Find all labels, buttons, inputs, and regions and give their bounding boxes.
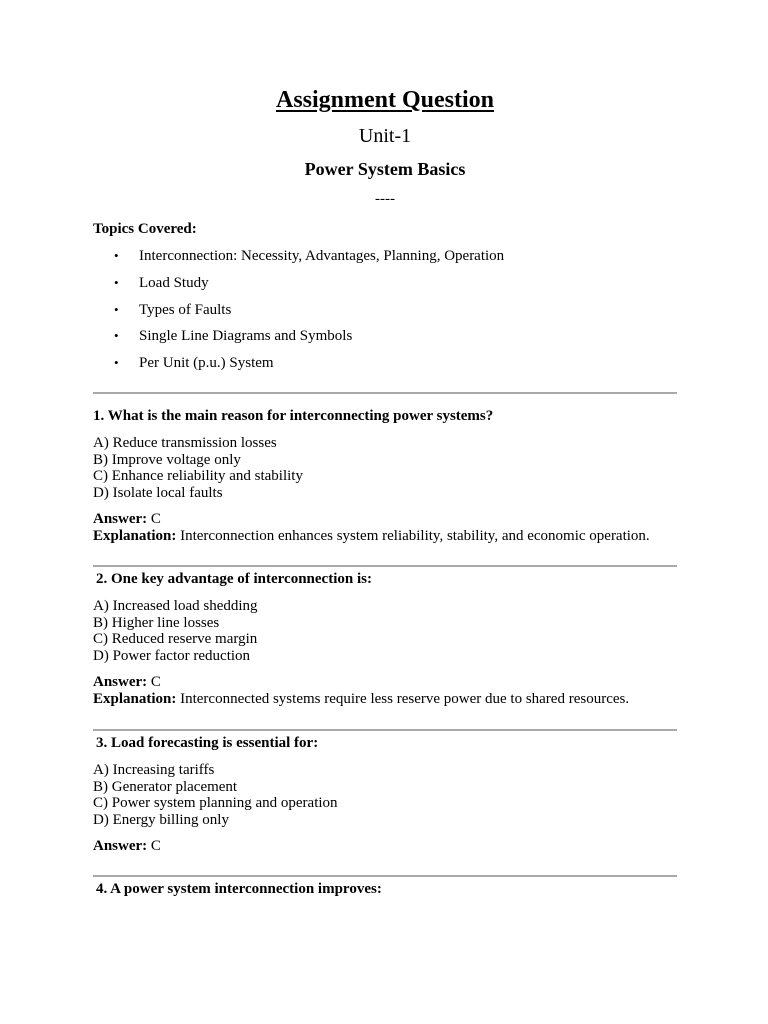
horizontal-rule: [93, 729, 677, 731]
option-item: D) Isolate local faults: [93, 484, 223, 501]
option-item: C) Enhance reliability and stability: [93, 468, 303, 485]
topics-list: [93, 246, 504, 380]
option-item: B) Higher line losses: [93, 614, 220, 631]
answer-label: Answer:: [93, 674, 148, 691]
explanation-label: Explanation:: [93, 691, 177, 708]
options-list: [93, 435, 677, 501]
bullet-icon: •: [114, 328, 119, 344]
horizontal-rule: [93, 392, 677, 394]
options-list: [93, 762, 677, 828]
bullet-icon: •: [114, 248, 119, 263]
option-item: C) Power system planning and operation: [93, 795, 338, 812]
topic-item: [93, 273, 504, 300]
topic-text: Types of Faults: [139, 301, 232, 318]
topic-item: [93, 300, 504, 327]
bullet-icon: •: [114, 355, 119, 371]
topic-item: [93, 353, 504, 380]
answer-value: C: [147, 674, 161, 691]
explanation-text: Interconnected systems require less reserve power due to shared resources.: [176, 691, 630, 708]
question-title: 3. Load forecasting is essential for:: [96, 735, 319, 751]
topic-text: Load Study: [139, 274, 209, 291]
answer-label: Answer:: [93, 511, 148, 528]
page-subtitle: Power System Basics: [304, 159, 466, 179]
topics-heading: Topics Covered:: [93, 221, 197, 237]
horizontal-rule: [93, 875, 677, 877]
bullet-icon: •: [114, 301, 119, 317]
bullet-icon: •: [114, 274, 119, 290]
option-item: C) Reduced reserve margin: [93, 631, 258, 648]
answer-value: C: [147, 838, 161, 855]
option-item: A) Reduce transmission losses: [93, 435, 277, 451]
explanation-line: [93, 528, 677, 545]
answer-label: Answer:: [93, 838, 148, 855]
topic-text: Single Line Diagrams and Symbols: [139, 328, 353, 345]
option-item: B) Generator placement: [93, 778, 238, 795]
page-title: Assignment Question: [275, 87, 495, 113]
question-block-2: [93, 570, 677, 708]
question-block-4: [93, 880, 677, 908]
answer-line: [93, 838, 677, 855]
question-title: 1. What is the main reason for interconnecting power systems?: [93, 408, 494, 424]
explanation-line: [93, 691, 677, 708]
answer-line: [93, 511, 677, 528]
option-item: B) Improve voltage only: [93, 451, 241, 468]
answer-value: C: [147, 511, 161, 528]
option-item: D) Energy billing only: [93, 811, 229, 828]
dash-separator: ----: [375, 191, 395, 207]
topic-text: Interconnection: Necessity, Advantages, Planning, Operation: [139, 248, 505, 264]
topic-item: [93, 246, 504, 273]
question-title: 4. A power system interconnection improves:: [96, 881, 382, 897]
explanation-label: Explanation:: [93, 528, 177, 545]
answer-line: [93, 674, 677, 691]
explanation-text: Interconnection enhances system reliability, stability, and economic operation.: [176, 528, 650, 545]
topic-text: Per Unit (p.u.) System: [139, 355, 274, 372]
unit-label: Unit-1: [358, 125, 412, 147]
option-item: D) Power factor reduction: [93, 647, 251, 664]
option-item: A) Increasing tariffs: [93, 762, 215, 778]
horizontal-rule: [93, 565, 677, 567]
question-title: 2. One key advantage of interconnection is:: [96, 571, 372, 587]
option-item: A) Increased load shedding: [93, 598, 258, 614]
topic-item: [93, 326, 504, 353]
options-list: [93, 598, 677, 664]
question-block-1: [93, 407, 677, 545]
question-block-3: [93, 734, 677, 855]
